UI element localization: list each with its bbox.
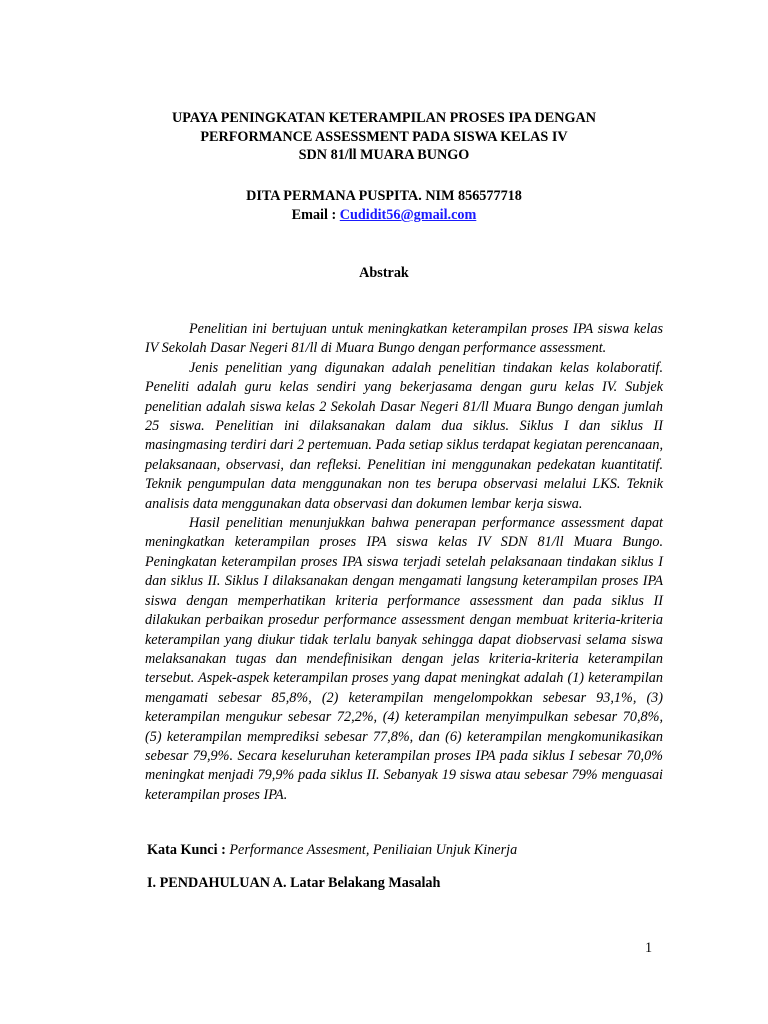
page-number: 1 <box>645 940 653 956</box>
document-title <box>0 109 768 165</box>
abstract-body <box>145 320 663 805</box>
author-email-line <box>0 206 768 225</box>
title-line-3: SDN 81/ll MUARA BUNGO <box>298 147 470 163</box>
abstract-paragraph: Jenis penelitian yang digunakan adalah penelitian tindakan kelas kolaboratif. Peneliti adalah guru kelas sendiri yang bekerjasama dengan guru kelas IV. Subjek penelitian adalah siswa kelas 2 Sekolah Dasar Negeri 81/ll Muara Bungo dengan jumlah 25 siswa. Penelitian ini dilaksanakan dalam dua siklus. Siklus I dan siklus II masingmasing terdiri dari 2 pertemuan. Pada setiap siklus terdapat kegiatan perencanaan, pelaksanaan, observasi, dan refleksi. Penelitian ini menggunakan pedekatan kuantitatif. Teknik pengumpulan data menggunakan non tes berupa observasi melalui LKS. Teknik analisis data menggunakan data observasi dan dokumen lembar kerja siswa. <box>145 359 663 512</box>
email-link[interactable]: Cudidit56@gmail.com <box>339 207 477 223</box>
abstract-paragraph: Hasil penelitian menunjukkan bahwa penerapan performance assessment dapat meningkatkan keterampilan proses IPA siswa kelas IV SDN 81/ll Muara Bungo. Peningkatan keterampilan proses IPA siswa terjadi setelah pelaksanaan tindakan siklus I dan siklus II. Siklus I dilaksanakan dengan mengamati langsung keterampilan proses IPA siswa dengan memperhatikan kriteria performance assessment dan pada siklus II dilakukan perbaikan prosedur performance assessment dengan membuat kriteria-kriteria keterampilan yang diukur tidak terlalu banyak sehingga dapat diobservasi selama siswa melaksanakan tugas dan mendefinisikan dengan jelas kriteria-kriteria keterampilan tersebut. Aspek-aspek keterampilan proses yang dapat meningkat adalah (1) keterampilan mengamati sebesar 85,8%, (2) keterampilan mengelompokkan sebesar 93,1%, (3) keterampilan mengukur sebesar 72,2%, (4) keterampilan menyimpulkan sebesar 70,8%, (5) keterampilan memprediksi sebesar 77,8%, dan (6) keterampilan mengkomunikasikan sebesar 79,9%. Secara keseluruhan keterampilan proses IPA pada siklus I sebesar 70,0% meningkat menjadi 79,9% pada siklus II. Sebanyak 19 siswa atau sebesar 79% menguasai keterampilan proses IPA. <box>145 515 663 803</box>
title-line-2: PERFORMANCE ASSESSMENT PADA SISWA KELAS IV <box>200 128 568 145</box>
title-line-1: UPAYA PENINGKATAN KETERAMPILAN PROSES IPA DENGAN <box>172 110 596 126</box>
abstract-heading: Abstrak <box>359 265 409 281</box>
keywords-label: Kata Kunci : <box>147 842 230 858</box>
keywords-line <box>147 842 517 859</box>
section-heading: I. PENDAHULUAN A. Latar Belakang Masalah <box>147 875 441 891</box>
email-label: Email : <box>291 207 340 223</box>
author-name: DITA PERMANA PUSPITA. NIM 856577718 <box>246 188 522 204</box>
author-block <box>0 187 768 225</box>
abstract-paragraph: Penelitian ini bertujuan untuk meningkatkan keterampilan proses IPA siswa kelas IV Sekolah Dasar Negeri 81/ll di Muara Bungo dengan performance assessment. <box>145 321 663 357</box>
keywords-value: Performance Assesment, Peniliaian Unjuk Kinerja <box>229 842 518 858</box>
